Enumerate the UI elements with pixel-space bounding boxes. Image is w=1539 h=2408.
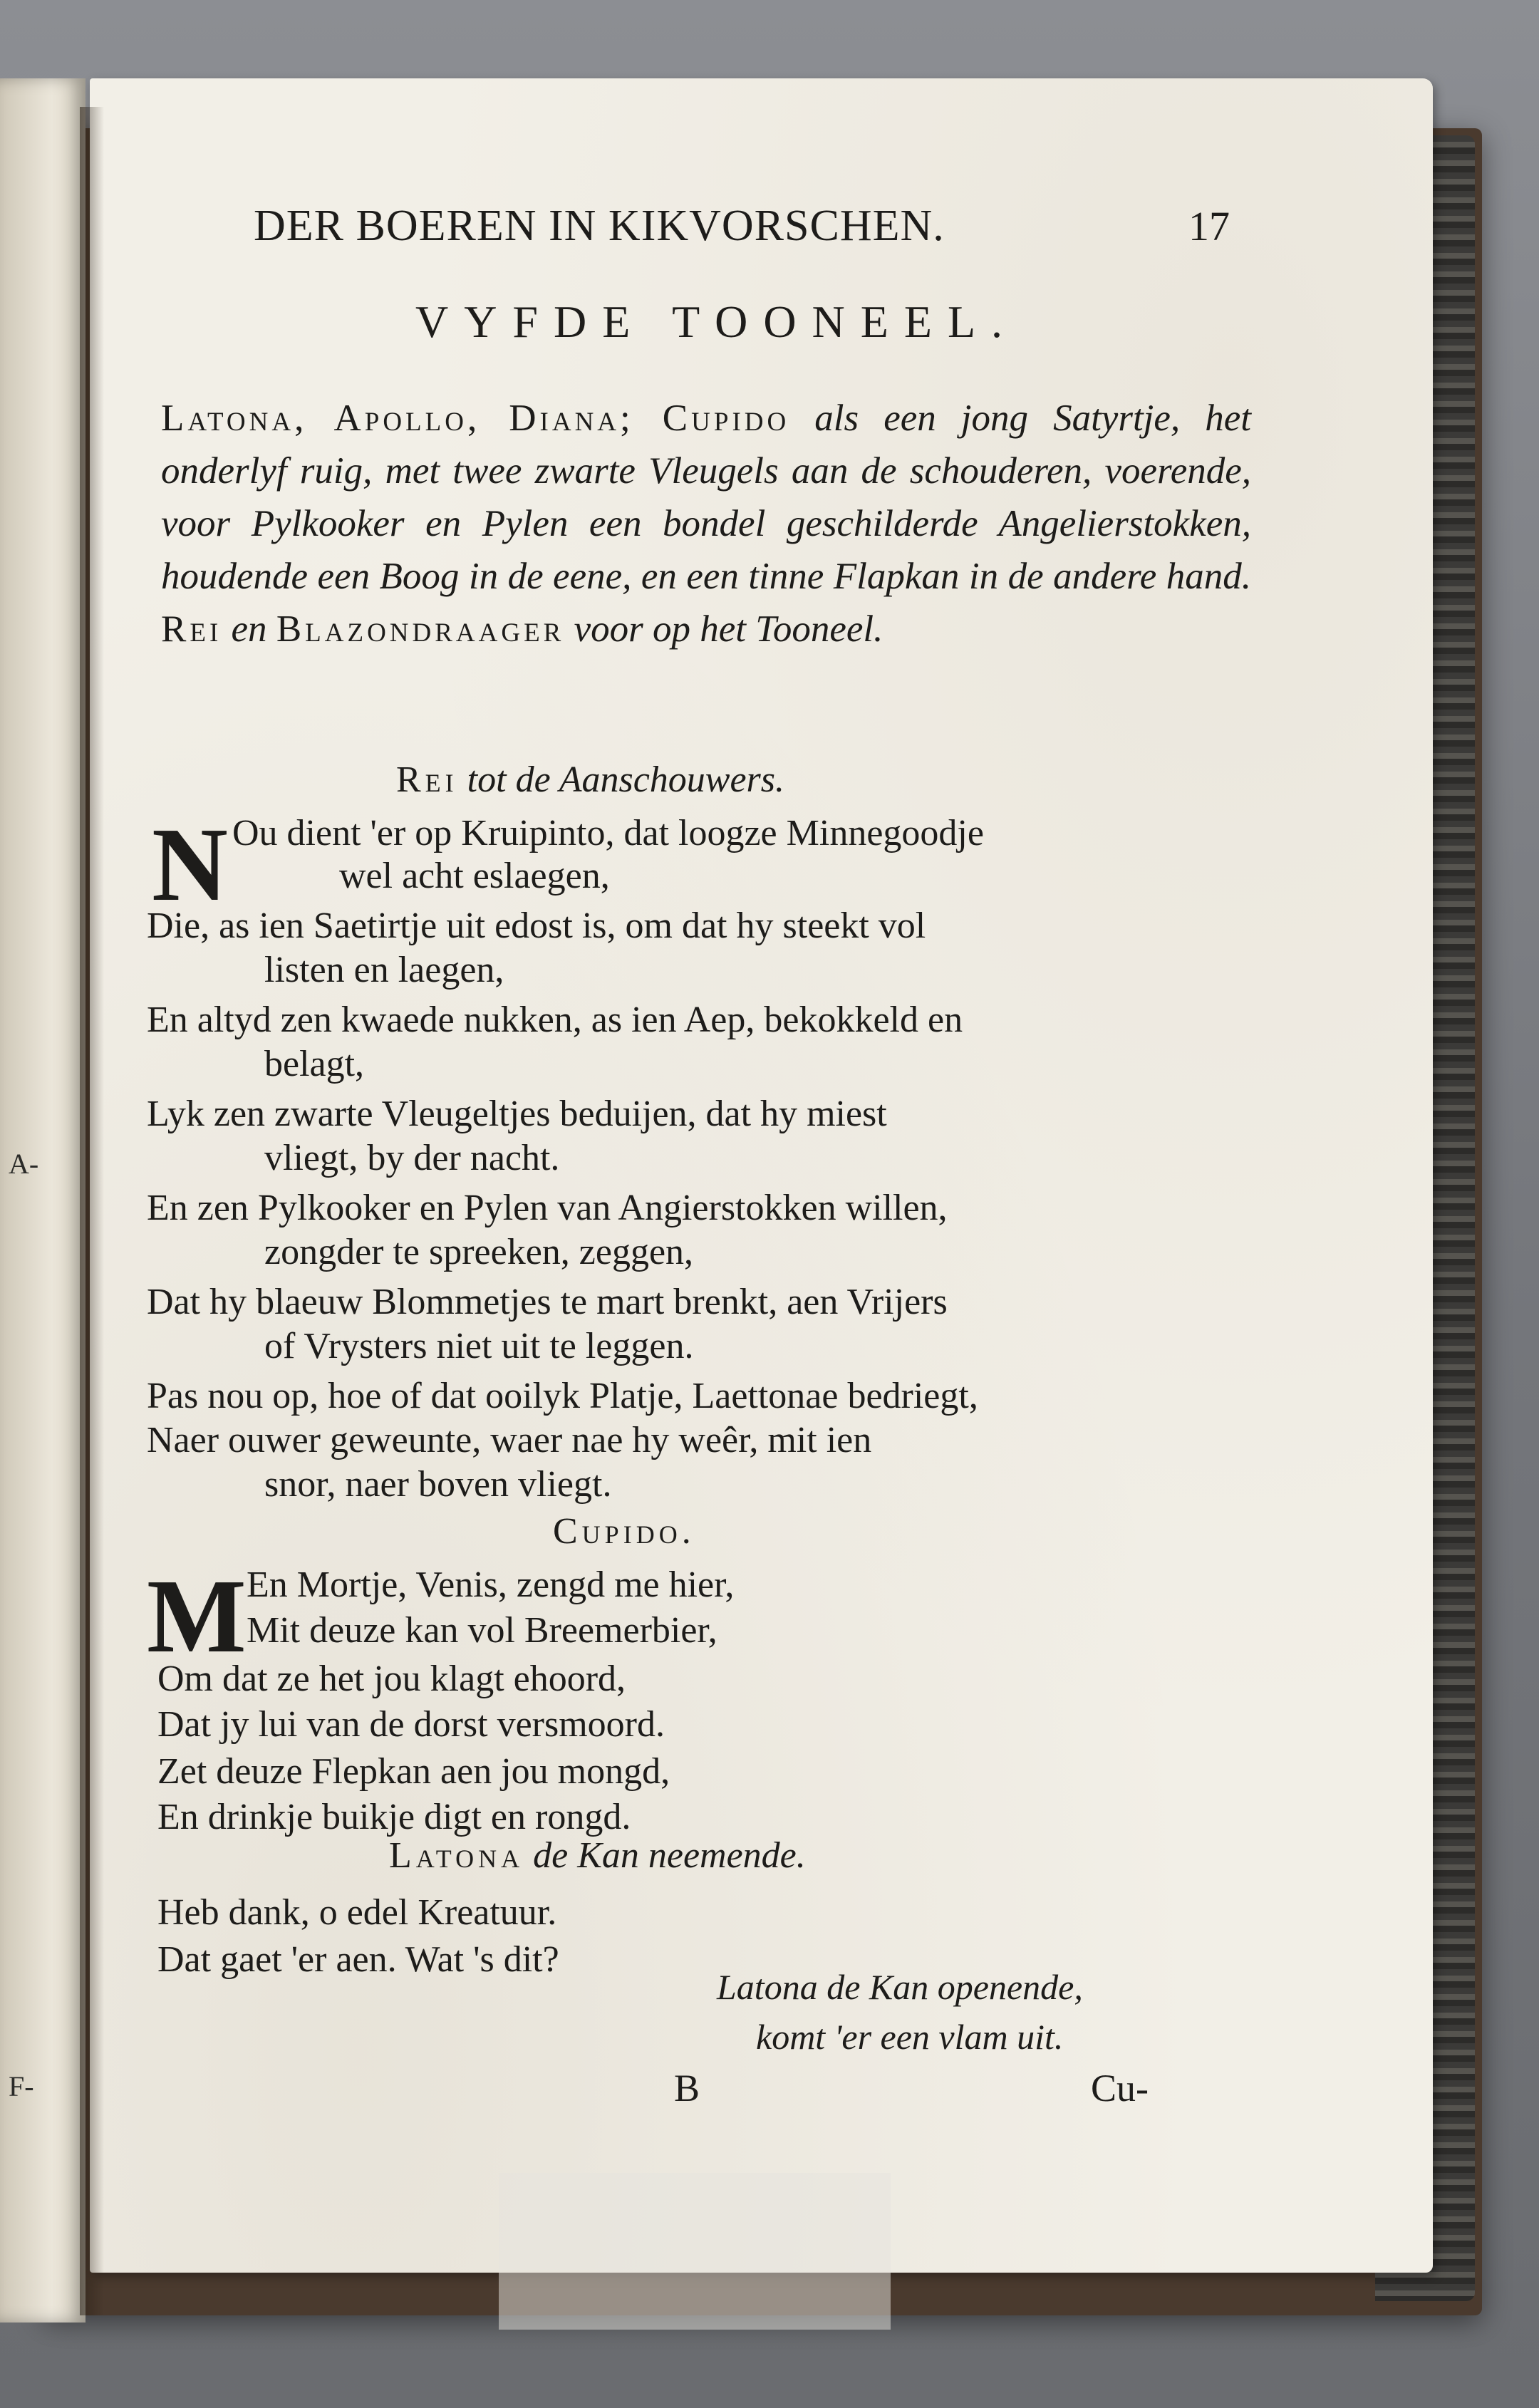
left-page-fragment: A-	[9, 1148, 39, 1180]
verse-line: Dat hy blaeuw Blommetjes te mart brenkt, aen Vrijers	[147, 1282, 948, 1322]
book-page	[90, 78, 1433, 2273]
page-gutter	[80, 107, 104, 2315]
verse-line: Zet deuze Flepkan aen jou mongd,	[157, 1751, 670, 1792]
verse-line: Dat gaet 'er aen. Wat 's dit?	[157, 1939, 559, 1980]
scene-title: VYFDE TOONEEL.	[415, 296, 1019, 347]
signature-mark: B	[674, 2067, 700, 2109]
character-name: Blazondraager	[276, 608, 565, 650]
character-names: Latona, Apollo, Diana; Cupido	[161, 398, 790, 439]
running-head	[254, 201, 1230, 251]
verse-block	[143, 1891, 1269, 1991]
left-page	[0, 78, 86, 2323]
speaker-heading	[396, 759, 784, 801]
verse-line: En altyd zen kwaede nukken, as ien Aep, bekokkeld en	[147, 1000, 963, 1040]
verse-line: wel acht eslaegen,	[339, 856, 610, 896]
stage-direction	[161, 392, 1251, 655]
verse-line: listen en laegen,	[264, 950, 504, 990]
verse-line: Mit deuze kan vol Breemerbier,	[247, 1610, 717, 1651]
speaker-name: Cupido.	[553, 1511, 695, 1552]
drop-cap: M	[147, 1558, 247, 1675]
verse-line: En Mortje, Venis, zengd me hier,	[247, 1564, 735, 1605]
verse-block	[143, 1463, 1269, 1513]
stage-direction-inline: komt 'er een vlam uit.	[756, 2017, 1064, 2057]
catchword: Cu-	[1091, 2067, 1149, 2109]
verse-line: Die, as ien Saetirtje uit edost is, om dat hy steekt vol	[147, 905, 926, 946]
stage-direction-text: als een jong Satyrtje, het onderlyf ruig, met twee zwarte Vleugels aan de schouderen, voerende, voor Pylkooker en Pylen een bondel geschilderde Angelierstokken, houdende een Boog in de eene, en een tinne Flapkan in de andere hand.	[161, 398, 1251, 597]
speaker-note: de Kan neemende.	[524, 1835, 806, 1876]
verse-line: En zen Pylkooker en Pylen van Angierstokken willen,	[147, 1188, 948, 1228]
verse-line: Heb dank, o edel Kreatuur.	[157, 1892, 557, 1933]
verse-line: vliegt, by der nacht.	[264, 1138, 560, 1178]
drop-cap: N	[152, 806, 228, 923]
verse-line: snor, naer boven vliegt.	[264, 1464, 612, 1505]
page-number: 17	[1188, 203, 1230, 249]
left-page-fragment: F-	[9, 2070, 34, 2102]
character-name: Rei	[161, 608, 222, 650]
verse-block	[143, 1558, 1269, 1863]
verse-line: Om dat ze het jou klagt ehoord,	[157, 1659, 626, 1699]
verse-line: Pas nou op, hoe of dat ooilyk Platje, Laettonae bedriegt,	[147, 1376, 978, 1416]
speaker-heading	[553, 1510, 695, 1552]
verse-block	[143, 806, 1269, 1475]
stage-direction-text: voor op het Tooneel.	[564, 608, 884, 650]
speaker-name: Latona	[389, 1835, 524, 1876]
paper-slip	[499, 2173, 891, 2330]
stage-direction-text: en	[222, 608, 276, 650]
verse-line: belagt,	[264, 1044, 365, 1084]
verse-line: Dat jy lui van de dorst versmoord.	[157, 1704, 665, 1745]
speaker-heading	[389, 1834, 806, 1877]
stage-direction-inline: Latona de Kan openende,	[717, 1967, 1083, 2007]
speaker-name: Rei	[396, 759, 458, 800]
running-title: DER BOEREN IN KIKVORSCHEN.	[254, 202, 945, 250]
verse-line: Lyk zen zwarte Vleugeltjes beduijen, dat hy miest	[147, 1094, 887, 1134]
verse-line: En drinkje buikje digt en rongd.	[157, 1797, 631, 1837]
verse-line: Ou dient 'er op Kruipinto, dat loogze Minnegoodje	[232, 813, 984, 853]
verse-line: zongder te spreeken, zeggen,	[264, 1232, 694, 1272]
page-content	[90, 78, 1433, 2273]
verse-line: Naer ouwer geweunte, waer nae hy weêr, mit ien	[147, 1420, 872, 1460]
verse-line: of Vrysters niet uit te leggen.	[264, 1326, 694, 1366]
speaker-note: tot de Aanschouwers.	[457, 759, 785, 800]
